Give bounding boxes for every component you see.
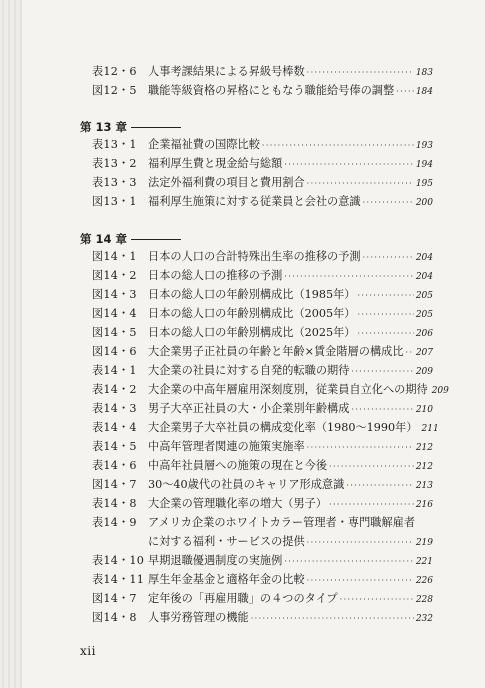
toc-page-number: 207	[415, 348, 433, 358]
leader-dots	[284, 156, 414, 174]
toc-code: 図14・7	[92, 478, 137, 491]
toc-code: 図14・5	[92, 326, 137, 339]
toc-row	[92, 495, 433, 513]
toc-row	[92, 571, 433, 589]
toc-row	[92, 552, 433, 570]
toc-code: 表14・10	[92, 554, 145, 567]
toc-page-number: 209	[431, 386, 449, 396]
leader-dots	[307, 175, 414, 193]
toc-page-number: 232	[415, 614, 433, 624]
toc-title: 福利厚生費と現金給与総額	[148, 157, 283, 170]
toc-code: 表14・2	[92, 383, 137, 396]
toc-row	[92, 267, 433, 285]
toc-title: 早期退職優遇制度の実施例	[148, 554, 283, 567]
toc-row	[92, 63, 433, 81]
toc-row	[92, 514, 433, 532]
leader-dots	[406, 344, 414, 362]
toc-title: 法定外福利費の項目と費用割合	[148, 176, 305, 189]
toc-row	[92, 136, 433, 154]
chapter-rule	[131, 239, 181, 240]
toc-row	[92, 381, 449, 399]
toc-title: 大企業男子大卒社員の構成変化率（1980～1990年）	[148, 421, 418, 434]
toc-row	[92, 609, 433, 627]
toc-code: 図14・2	[92, 269, 137, 282]
toc-code: 図14・1	[92, 250, 137, 263]
toc-code: 表14・3	[92, 402, 137, 415]
toc-code: 図14・7	[92, 592, 137, 605]
toc-code: 図12・5	[92, 84, 137, 97]
chapter-heading-text: 第 14 章	[80, 232, 128, 246]
toc-row	[92, 419, 439, 437]
toc-page-number: 194	[415, 160, 433, 170]
toc-page-number: 212	[415, 443, 433, 453]
toc-page-number: 212	[415, 462, 433, 472]
toc-title: 日本の総人口の推移の予測	[148, 269, 283, 282]
toc-title: 日本の総人口の年齢別構成比（1985年）	[148, 288, 356, 301]
toc-code: 表13・3	[92, 176, 137, 189]
toc-title: 大企業の中高年層雇用深刻度別，従業員自立化への期待	[148, 383, 428, 396]
toc-row	[92, 400, 433, 418]
toc-code: 図13・1	[92, 195, 137, 208]
toc-page-number: 226	[415, 576, 433, 586]
toc-page-number: 200	[415, 198, 433, 208]
toc-code: 図14・8	[92, 611, 137, 624]
toc-row	[92, 476, 433, 494]
toc-row-continuation	[148, 533, 433, 551]
leader-dots	[284, 268, 414, 286]
toc-page-number: 206	[415, 329, 433, 339]
toc-code: 表14・11	[92, 573, 145, 586]
toc-title: 大企業男子正社員の年齢と年齢×賃金階層の構成比	[148, 345, 404, 358]
toc-page-number: 205	[415, 310, 433, 320]
leader-dots	[307, 572, 414, 590]
toc-page-number: 183	[415, 68, 433, 78]
page-number-footer: xii	[80, 644, 96, 658]
toc-title: 30～40歳代の社員のキャリア形成意識	[148, 478, 345, 491]
toc-code: 表14・4	[92, 421, 137, 434]
toc-code: 表14・1	[92, 364, 137, 377]
toc-page-number: 211	[421, 424, 439, 434]
toc-page-number: 228	[415, 595, 433, 605]
toc-code: 表14・8	[92, 497, 137, 510]
toc-page-number: 184	[415, 87, 433, 97]
toc-code: 表14・5	[92, 440, 137, 453]
toc-code: 表12・6	[92, 65, 137, 78]
toc-code: 表14・9	[92, 516, 137, 529]
toc-title: 中高年管理者関連の施策実施率	[148, 440, 305, 453]
leader-dots	[340, 591, 414, 609]
leader-dots	[251, 610, 414, 628]
toc-title: 日本の人口の合計特殊出生率の推移の予測	[148, 250, 361, 263]
toc-page-number: 204	[415, 272, 433, 282]
toc-title: 大企業の管理職化率の増大（男子）	[148, 497, 328, 510]
toc-row	[92, 174, 433, 192]
leader-dots	[351, 401, 413, 419]
toc-title: 定年後の「再雇用職」の４つのタイプ	[148, 592, 338, 605]
toc-page-number: 221	[415, 557, 433, 567]
leader-dots	[363, 249, 414, 267]
leader-dots	[329, 496, 414, 514]
toc-row	[92, 155, 433, 173]
toc-title: に対する福利・サービスの提供	[148, 535, 305, 548]
toc-title: 大企業の社員に対する自発的転職の期待	[148, 364, 350, 377]
chapter-heading-text: 第 13 章	[80, 120, 128, 134]
toc-row	[92, 193, 433, 211]
toc-row	[92, 590, 433, 608]
toc-page-number: 209	[415, 367, 433, 377]
leader-dots	[357, 287, 413, 305]
leader-dots	[351, 363, 413, 381]
toc-page-number: 213	[415, 481, 433, 491]
toc-title: 厚生年金基金と適格年金の比較	[148, 573, 305, 586]
toc-row	[92, 305, 433, 323]
toc-row	[92, 457, 433, 475]
toc-title: 中高年社員層への施策の現在と今後	[148, 459, 328, 472]
leader-dots	[307, 64, 414, 82]
toc-page-number: 204	[415, 253, 433, 263]
toc-title: 男子大卒正社員の大・小企業別年齢構成	[148, 402, 350, 415]
leader-dots	[357, 306, 413, 324]
leader-dots	[307, 439, 414, 457]
toc-title: 人事考課結果による昇級号棒数	[148, 65, 305, 78]
leader-dots	[307, 534, 414, 552]
toc-page-number: 195	[415, 179, 433, 189]
leader-dots	[346, 477, 414, 495]
leader-dots	[363, 194, 414, 212]
toc-code: 図14・6	[92, 345, 137, 358]
toc-row	[92, 362, 433, 380]
binding-shadow	[0, 0, 22, 688]
toc-title: アメリカ企業のホワイトカラー管理者・専門職解雇者	[148, 516, 416, 529]
leader-dots	[262, 137, 414, 155]
toc-title: 企業福祉費の国際比較	[148, 138, 260, 151]
toc-title: 日本の総人口の年齢別構成比（2025年）	[148, 326, 356, 339]
leader-dots	[284, 553, 414, 571]
toc-page-number: 216	[415, 500, 433, 510]
leader-dots	[357, 325, 413, 343]
leader-dots	[396, 83, 414, 101]
leader-dots	[329, 458, 414, 476]
toc-code: 表13・1	[92, 138, 137, 151]
toc-row	[92, 343, 433, 361]
chapter-rule	[131, 127, 181, 128]
toc-code: 表14・6	[92, 459, 137, 472]
toc-code: 図14・3	[92, 288, 137, 301]
toc-page-number: 219	[415, 538, 433, 548]
toc-title: 人事労務管理の機能	[148, 611, 249, 624]
toc-row	[92, 286, 433, 304]
chapter-heading	[80, 118, 181, 136]
toc-row	[92, 248, 433, 266]
toc-title: 日本の総人口の年齢別構成比（2005年）	[148, 307, 356, 320]
toc-page-number: 193	[415, 141, 433, 151]
toc-row	[92, 324, 433, 342]
toc-title: 福利厚生施策に対する従業員と会社の意識	[148, 195, 361, 208]
toc-page-number: 210	[415, 405, 433, 415]
toc-row	[92, 82, 433, 100]
toc-code: 図14・4	[92, 307, 137, 320]
toc-row	[92, 438, 433, 456]
chapter-heading	[80, 230, 181, 248]
toc-code: 表13・2	[92, 157, 137, 170]
toc-page-number: 205	[415, 291, 433, 301]
toc-title: 職能等級資格の昇格にともなう職能給号俸の調整	[148, 84, 395, 97]
